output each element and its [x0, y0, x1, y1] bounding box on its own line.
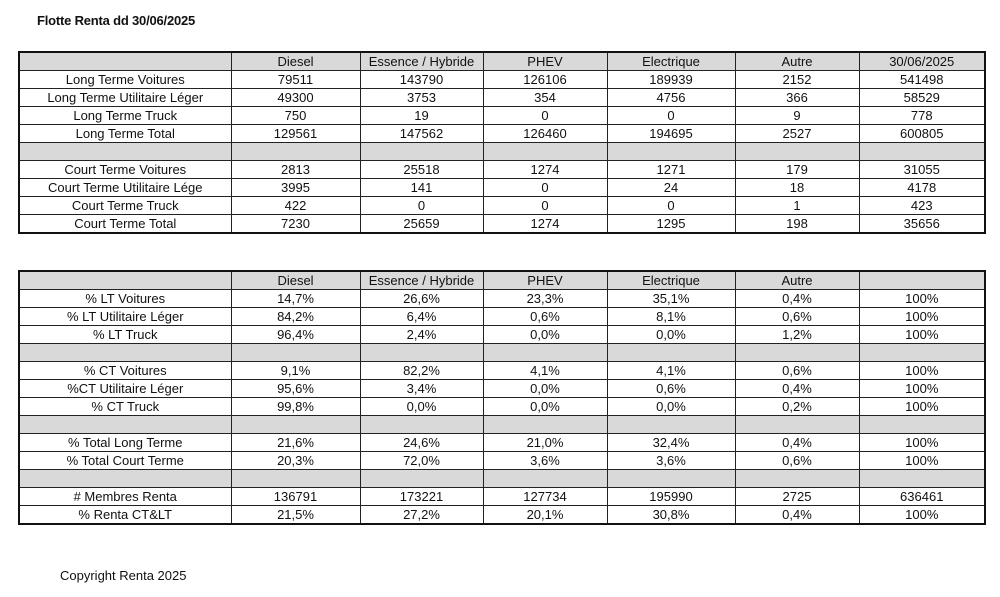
- table-cell: 143790: [360, 71, 483, 89]
- separator-cell: [360, 344, 483, 362]
- column-header: [859, 271, 985, 290]
- table-cell: 32,4%: [607, 434, 735, 452]
- table-cell: 1274: [483, 215, 607, 234]
- separator-cell: [231, 416, 360, 434]
- table-cell: 31055: [859, 161, 985, 179]
- table-row: [19, 179, 985, 197]
- table-row: [19, 506, 985, 525]
- row-label: Long Terme Utilitaire Léger: [19, 89, 231, 107]
- table-cell: 366: [735, 89, 859, 107]
- table-cell: 0,6%: [607, 380, 735, 398]
- header-row: [19, 271, 985, 290]
- table-cell: 0,6%: [483, 308, 607, 326]
- table-cell: 0,4%: [735, 380, 859, 398]
- header-row: [19, 52, 985, 71]
- table-row: [19, 290, 985, 308]
- separator-cell: [483, 143, 607, 161]
- table-cell: 2,4%: [360, 326, 483, 344]
- table-cell: 100%: [859, 326, 985, 344]
- separator-cell: [19, 143, 231, 161]
- table-cell: 99,8%: [231, 398, 360, 416]
- table-row: [19, 488, 985, 506]
- table-cell: 0,4%: [735, 290, 859, 308]
- table-cell: 2527: [735, 125, 859, 143]
- table-cell: 72,0%: [360, 452, 483, 470]
- table-cell: 0: [607, 197, 735, 215]
- table-cell: 600805: [859, 125, 985, 143]
- separator-cell: [19, 344, 231, 362]
- column-header: Autre: [735, 52, 859, 71]
- table-cell: 0: [483, 107, 607, 125]
- table-cell: 20,3%: [231, 452, 360, 470]
- separator-row: [19, 344, 985, 362]
- table-cell: 100%: [859, 290, 985, 308]
- separator-cell: [607, 416, 735, 434]
- table-cell: 30,8%: [607, 506, 735, 525]
- separator-row: [19, 416, 985, 434]
- separator-cell: [360, 143, 483, 161]
- separator-cell: [231, 344, 360, 362]
- separator-cell: [19, 470, 231, 488]
- table-cell: 3995: [231, 179, 360, 197]
- table-cell: 3,6%: [483, 452, 607, 470]
- separator-cell: [231, 470, 360, 488]
- row-label: Court Terme Utilitaire Lége: [19, 179, 231, 197]
- table-row: [19, 215, 985, 234]
- row-label: Court Terme Truck: [19, 197, 231, 215]
- table-cell: 100%: [859, 506, 985, 525]
- table-cell: 0,6%: [735, 308, 859, 326]
- table-cell: 95,6%: [231, 380, 360, 398]
- table-cell: 23,3%: [483, 290, 607, 308]
- row-label: Long Terme Total: [19, 125, 231, 143]
- table-cell: 25518: [360, 161, 483, 179]
- table-cell: 1: [735, 197, 859, 215]
- table-cell: 2152: [735, 71, 859, 89]
- row-label: % CT Truck: [19, 398, 231, 416]
- row-label: % Total Court Terme: [19, 452, 231, 470]
- table-cell: 4,1%: [483, 362, 607, 380]
- separator-cell: [735, 143, 859, 161]
- table-cell: 100%: [859, 434, 985, 452]
- table-cell: 6,4%: [360, 308, 483, 326]
- table-cell: 778: [859, 107, 985, 125]
- separator-cell: [859, 470, 985, 488]
- table-row: [19, 326, 985, 344]
- table-row: [19, 197, 985, 215]
- row-label: % LT Voitures: [19, 290, 231, 308]
- table-cell: 422: [231, 197, 360, 215]
- separator-row: [19, 143, 985, 161]
- table-cell: 26,6%: [360, 290, 483, 308]
- table-row: [19, 398, 985, 416]
- table-cell: 189939: [607, 71, 735, 89]
- table-cell: 25659: [360, 215, 483, 234]
- separator-cell: [483, 416, 607, 434]
- table-cell: 3,6%: [607, 452, 735, 470]
- table-cell: 100%: [859, 398, 985, 416]
- table-cell: 0: [483, 197, 607, 215]
- table-cell: 3753: [360, 89, 483, 107]
- table-row: [19, 71, 985, 89]
- table-row: [19, 125, 985, 143]
- table-cell: 100%: [859, 308, 985, 326]
- row-label: Court Terme Voitures: [19, 161, 231, 179]
- separator-row: [19, 470, 985, 488]
- separator-cell: [483, 344, 607, 362]
- fleet-count-table: [18, 51, 986, 234]
- row-label: %CT Utilitaire Léger: [19, 380, 231, 398]
- separator-cell: [360, 470, 483, 488]
- table-cell: 750: [231, 107, 360, 125]
- column-header: PHEV: [483, 52, 607, 71]
- column-header: Autre: [735, 271, 859, 290]
- table-cell: 179: [735, 161, 859, 179]
- table-cell: 1295: [607, 215, 735, 234]
- table-cell: 9: [735, 107, 859, 125]
- separator-cell: [231, 143, 360, 161]
- table-row: [19, 161, 985, 179]
- table-cell: 7230: [231, 215, 360, 234]
- separator-cell: [859, 344, 985, 362]
- table-row: [19, 452, 985, 470]
- column-header: 30/06/2025: [859, 52, 985, 71]
- separator-cell: [19, 416, 231, 434]
- column-header: Essence / Hybride: [360, 271, 483, 290]
- table-cell: 3,4%: [360, 380, 483, 398]
- table-cell: 14,7%: [231, 290, 360, 308]
- table-cell: 49300: [231, 89, 360, 107]
- row-label: % LT Utilitaire Léger: [19, 308, 231, 326]
- table-cell: 1,2%: [735, 326, 859, 344]
- table-row: [19, 107, 985, 125]
- table-row: [19, 89, 985, 107]
- row-label: Long Terme Voitures: [19, 71, 231, 89]
- table-cell: 195990: [607, 488, 735, 506]
- table-cell: 127734: [483, 488, 607, 506]
- row-label: % LT Truck: [19, 326, 231, 344]
- row-label: # Membres Renta: [19, 488, 231, 506]
- separator-cell: [360, 416, 483, 434]
- row-label: % CT Voitures: [19, 362, 231, 380]
- table-cell: 0,6%: [735, 362, 859, 380]
- table-cell: 27,2%: [360, 506, 483, 525]
- separator-cell: [607, 143, 735, 161]
- table-cell: 136791: [231, 488, 360, 506]
- column-header: Essence / Hybride: [360, 52, 483, 71]
- table-cell: 24: [607, 179, 735, 197]
- table-cell: 126106: [483, 71, 607, 89]
- fleet-percentage-table: [18, 270, 986, 525]
- table-cell: 0,2%: [735, 398, 859, 416]
- table-cell: 636461: [859, 488, 985, 506]
- document-title: Flotte Renta dd 30/06/2025: [37, 13, 196, 28]
- table-cell: 58529: [859, 89, 985, 107]
- column-header: [19, 52, 231, 71]
- table-cell: 82,2%: [360, 362, 483, 380]
- table-cell: 84,2%: [231, 308, 360, 326]
- table-cell: 35,1%: [607, 290, 735, 308]
- table-cell: 354: [483, 89, 607, 107]
- separator-cell: [483, 470, 607, 488]
- table-cell: 0,0%: [483, 326, 607, 344]
- separator-cell: [859, 143, 985, 161]
- table-row: [19, 434, 985, 452]
- column-header: [19, 271, 231, 290]
- table-row: [19, 362, 985, 380]
- table-cell: 0,0%: [607, 398, 735, 416]
- table-cell: 18: [735, 179, 859, 197]
- table-cell: 4756: [607, 89, 735, 107]
- table-row: [19, 308, 985, 326]
- table-cell: 19: [360, 107, 483, 125]
- table-cell: 198: [735, 215, 859, 234]
- table-cell: 423: [859, 197, 985, 215]
- table-cell: 1271: [607, 161, 735, 179]
- table-cell: 96,4%: [231, 326, 360, 344]
- table-cell: 20,1%: [483, 506, 607, 525]
- table-cell: 4178: [859, 179, 985, 197]
- separator-cell: [607, 470, 735, 488]
- table-cell: 100%: [859, 452, 985, 470]
- row-label: % Total Long Terme: [19, 434, 231, 452]
- table-cell: 21,6%: [231, 434, 360, 452]
- table-cell: 21,0%: [483, 434, 607, 452]
- separator-cell: [735, 470, 859, 488]
- table-cell: 141: [360, 179, 483, 197]
- table-cell: 1274: [483, 161, 607, 179]
- table-cell: 0,4%: [735, 434, 859, 452]
- table-cell: 126460: [483, 125, 607, 143]
- table-cell: 194695: [607, 125, 735, 143]
- table-cell: 100%: [859, 380, 985, 398]
- table-cell: 9,1%: [231, 362, 360, 380]
- table-cell: 35656: [859, 215, 985, 234]
- table-cell: 173221: [360, 488, 483, 506]
- table-cell: 541498: [859, 71, 985, 89]
- table-cell: 79511: [231, 71, 360, 89]
- table-cell: 0,4%: [735, 506, 859, 525]
- row-label: Court Terme Total: [19, 215, 231, 234]
- column-header: Diesel: [231, 271, 360, 290]
- separator-cell: [859, 416, 985, 434]
- table-cell: 0: [607, 107, 735, 125]
- separator-cell: [735, 344, 859, 362]
- table-row: [19, 380, 985, 398]
- table-cell: 21,5%: [231, 506, 360, 525]
- table-cell: 129561: [231, 125, 360, 143]
- column-header: Diesel: [231, 52, 360, 71]
- column-header: PHEV: [483, 271, 607, 290]
- table-cell: 0,6%: [735, 452, 859, 470]
- table-cell: 0,0%: [483, 398, 607, 416]
- row-label: Long Terme Truck: [19, 107, 231, 125]
- table-cell: 2725: [735, 488, 859, 506]
- table-cell: 0: [483, 179, 607, 197]
- separator-cell: [735, 416, 859, 434]
- table-cell: 100%: [859, 362, 985, 380]
- column-header: Electrique: [607, 52, 735, 71]
- table-cell: 8,1%: [607, 308, 735, 326]
- copyright-footer: Copyright Renta 2025: [60, 568, 187, 583]
- table-cell: 0,0%: [607, 326, 735, 344]
- table-cell: 24,6%: [360, 434, 483, 452]
- separator-cell: [607, 344, 735, 362]
- row-label: % Renta CT&LT: [19, 506, 231, 525]
- table-cell: 0,0%: [483, 380, 607, 398]
- table-cell: 0,0%: [360, 398, 483, 416]
- table-cell: 4,1%: [607, 362, 735, 380]
- table-cell: 147562: [360, 125, 483, 143]
- column-header: Electrique: [607, 271, 735, 290]
- table-cell: 0: [360, 197, 483, 215]
- table-cell: 2813: [231, 161, 360, 179]
